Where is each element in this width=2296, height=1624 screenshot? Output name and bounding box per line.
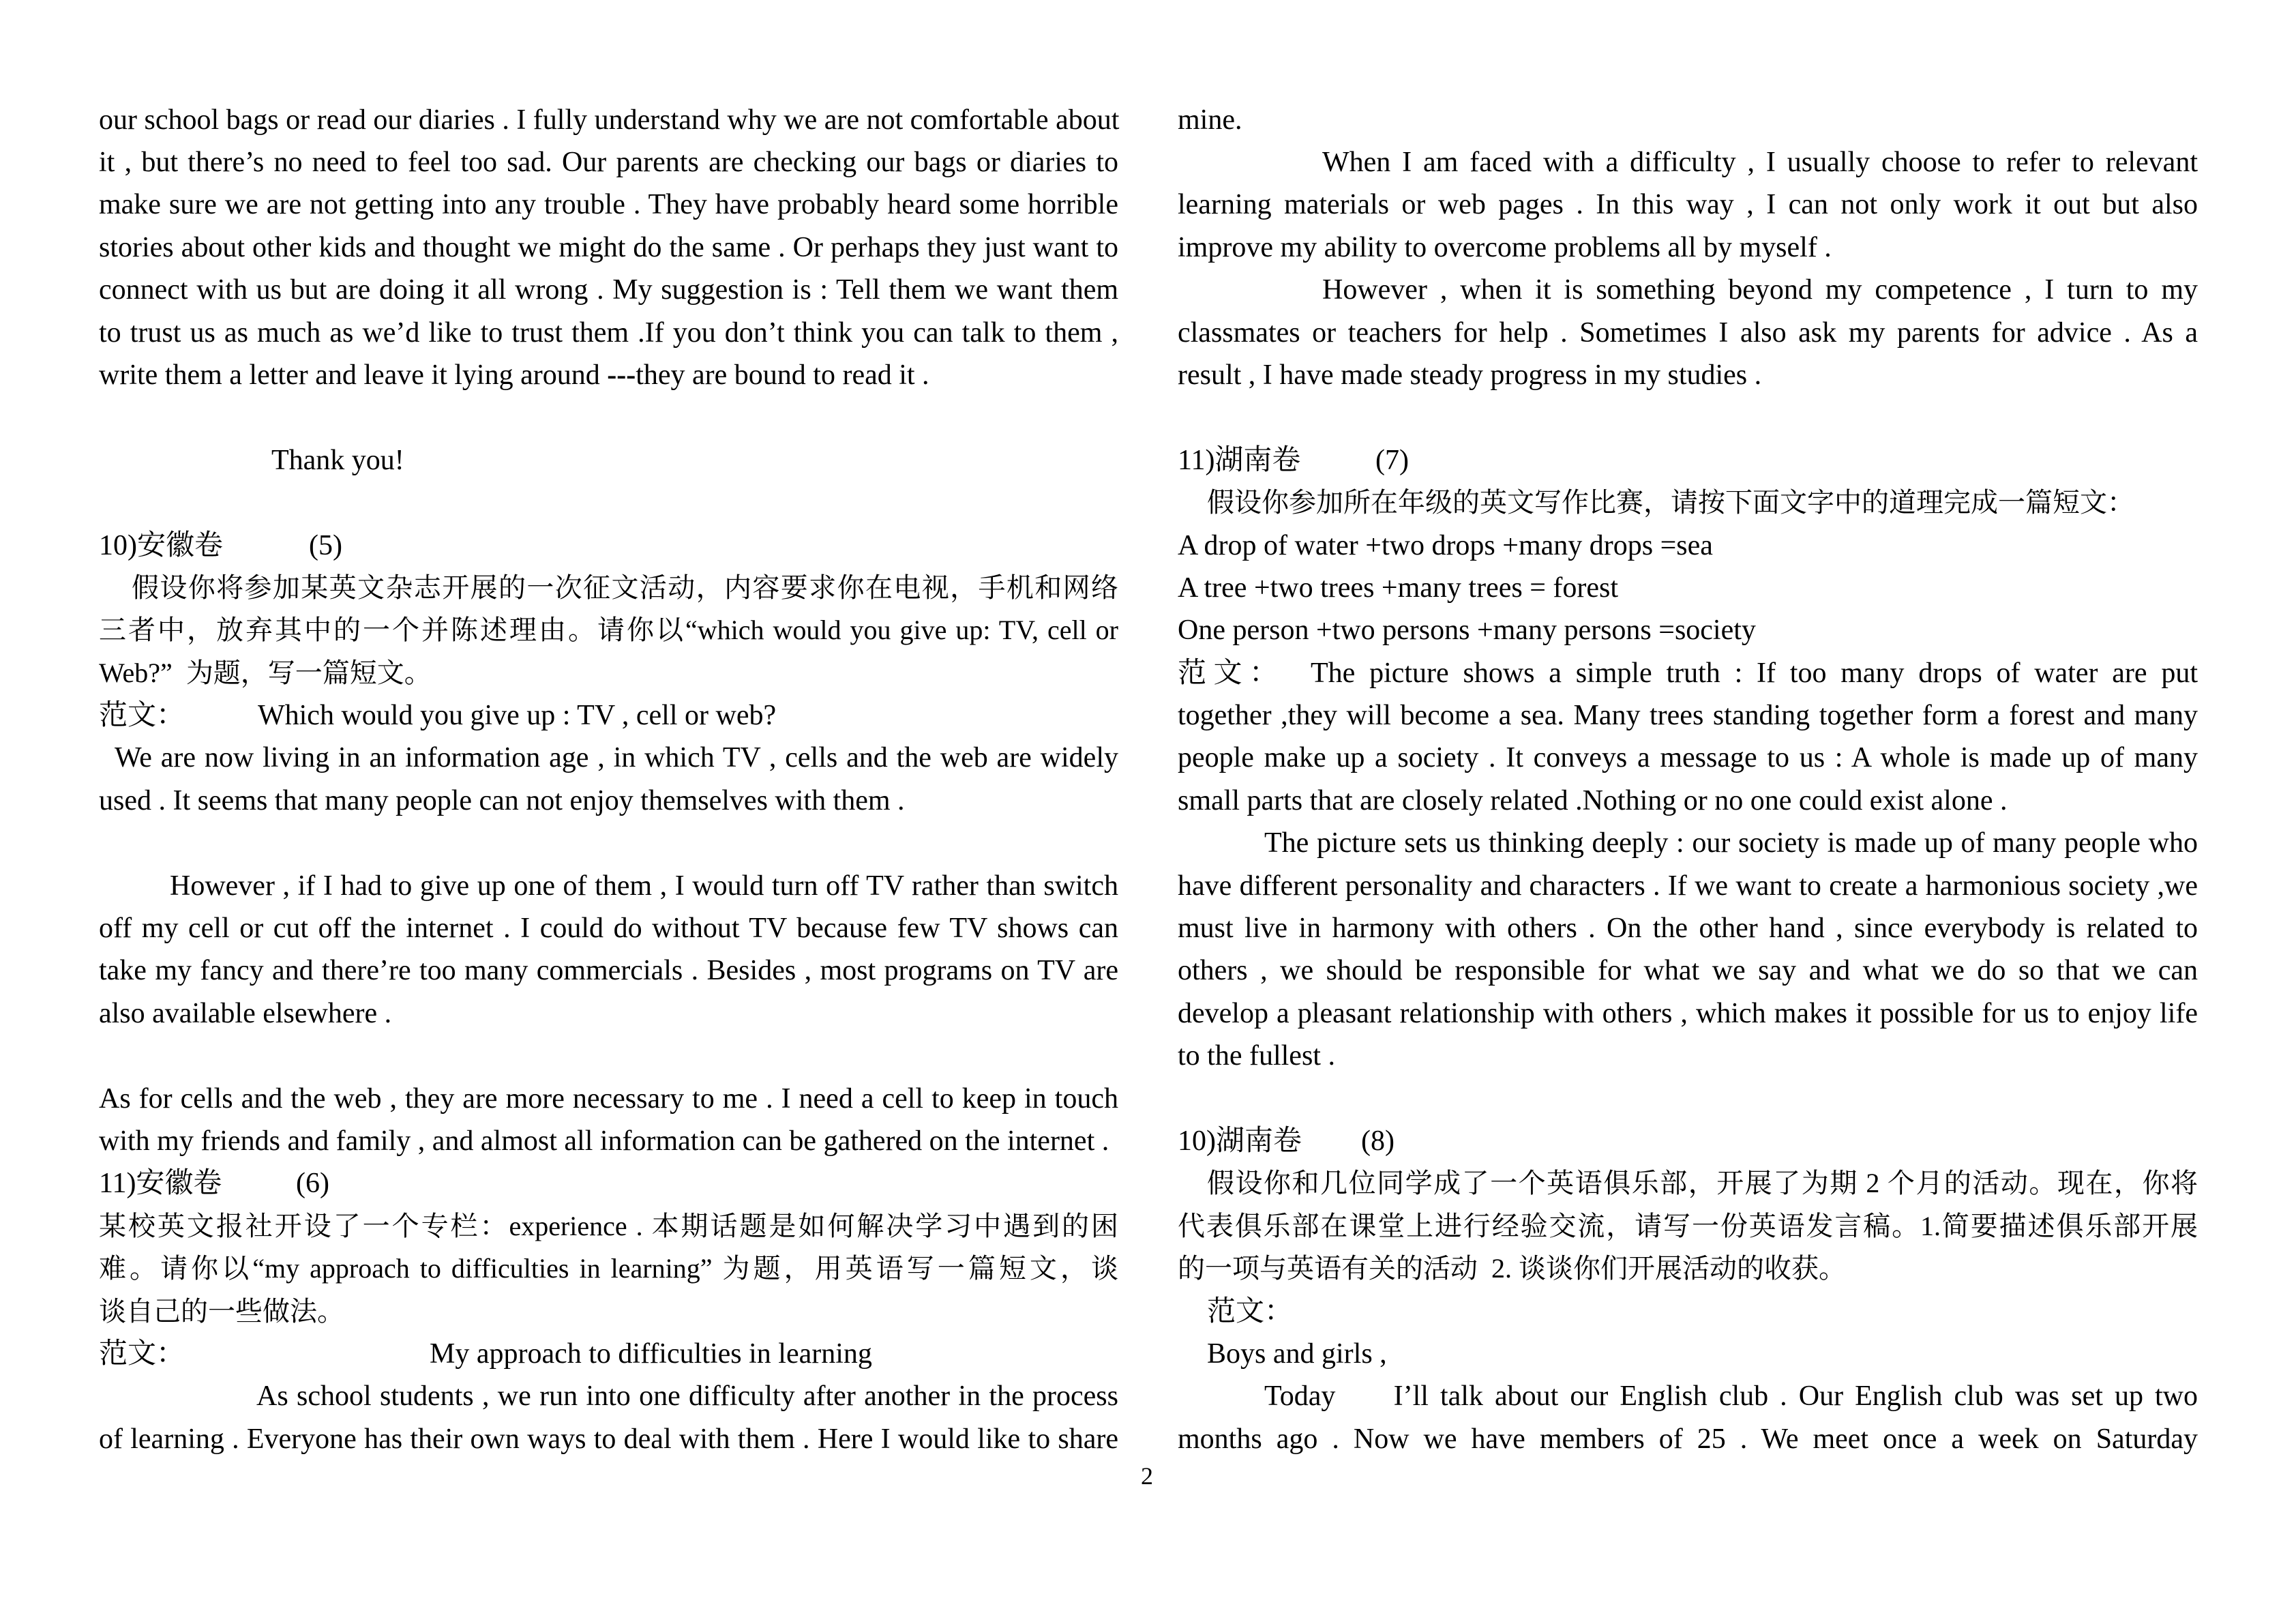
paragraph bbox=[99, 1078, 1118, 1163]
text-line: result , I have made steady progress in my studies . bbox=[1178, 359, 1762, 391]
text-line: also available elsewhere . bbox=[99, 997, 392, 1029]
text-line: Today I’ll talk about our English club . Our English club was set up two bbox=[1264, 1381, 2198, 1413]
section-label: 11)安徽卷 bbox=[99, 1168, 222, 1200]
closing-line: Thank you! bbox=[271, 444, 404, 476]
text-line: used . It seems that many people can not enjoy themselves with them . bbox=[99, 784, 905, 816]
text-line: stories about other kids and thought we might do the same . Or perhaps they just want to bbox=[99, 231, 1118, 263]
section-number: (6) bbox=[296, 1168, 329, 1200]
text-line: We are now living in an information age , in which TV , cells and the web are widely bbox=[115, 742, 1118, 774]
text-line: others , we should be responsible for what we say and what we do so that we can bbox=[1178, 955, 2198, 987]
blank-line bbox=[99, 396, 1118, 439]
bold-dash: --- bbox=[607, 359, 636, 391]
section-hunan-11 bbox=[1178, 439, 2198, 1078]
prompt bbox=[99, 1205, 1118, 1333]
section-heading bbox=[99, 1162, 1118, 1205]
prompt bbox=[1178, 1162, 2198, 1290]
paragraph bbox=[99, 865, 1118, 1035]
text-line: months ago . Now we have members of 25 . We meet once a week on Saturday bbox=[1178, 1423, 2198, 1455]
text-line: However , if I had to give up one of them , I would turn off TV rather than switch bbox=[170, 870, 1118, 902]
paragraph bbox=[1178, 141, 2198, 269]
blank-line bbox=[1178, 396, 2198, 439]
text-line: connect with us but are doing it all wrong . My suggestion is : Tell them we want them bbox=[99, 274, 1118, 306]
section-label: 10)安徽卷 bbox=[99, 529, 223, 561]
text-line: it , but there’s no need to feel too sad. Our parents are checking our bags or diaries to bbox=[99, 146, 1118, 178]
text-line: However , when it is something beyond my competence , I turn to my bbox=[1322, 274, 2198, 306]
text-line: learning materials or web pages . In this way , I can not only work it out but also bbox=[1178, 189, 2198, 221]
text-line: with my friends and family , and almost all information can be gathered on the internet . bbox=[99, 1125, 1109, 1157]
text-line: make sure we are not getting into any trouble . They have probably heard some horrible bbox=[99, 189, 1118, 221]
paragraph bbox=[1178, 652, 2198, 823]
text-line: 三者中，放弃其中的一个并陈述理由。请你以“which would you give up: TV, cell or bbox=[99, 615, 1118, 646]
text-segment: The picture shows a simple truth : If too many drops of water are put bbox=[1311, 657, 2198, 689]
text-line: Web?” 为题，写一篇短文。 bbox=[99, 657, 432, 688]
section-heading bbox=[99, 525, 1118, 567]
text-line: to the fullest . bbox=[1178, 1040, 1335, 1072]
equation-line: One person +two persons +many persons =society bbox=[1178, 615, 1756, 647]
equation-line: A drop of water +two drops +many drops =sea bbox=[1178, 529, 1713, 561]
text-line: As school students , we run into one difficulty after another in the process bbox=[256, 1381, 1118, 1413]
section-number: (7) bbox=[1375, 444, 1409, 476]
text-line: 的一项与英语有关的活动 2. 谈谈你们开展活动的收获。 bbox=[1178, 1253, 1846, 1284]
equations bbox=[1178, 525, 2198, 652]
prompt bbox=[99, 567, 1118, 694]
text-line: improve my ability to overcome problems all by myself . bbox=[1178, 231, 1832, 263]
text-line: take my fancy and there’re too many commercials . Besides , most programs on TV are bbox=[99, 955, 1118, 987]
equation-line: A tree +two trees +many trees = forest bbox=[1178, 572, 1619, 604]
page-number: 2 bbox=[1141, 1462, 1153, 1490]
section-label: 10)湖南卷 bbox=[1178, 1125, 1302, 1157]
text-line: have different personality and characters . If we want to create a harmonious society ,we bbox=[1178, 870, 2198, 902]
prompt-line: 假设你参加所在年级的英文写作比赛，请按下面文字中的道理完成一篇短文： bbox=[1207, 487, 2134, 518]
text-line: develop a pleasant relationship with others , which makes it possible for us to enjoy life bbox=[1178, 997, 2198, 1029]
section-anhui-11 bbox=[99, 1162, 1118, 1460]
section-heading bbox=[1178, 439, 2198, 482]
text-line: The picture sets us thinking deeply : our society is made up of many people who bbox=[1264, 827, 2198, 859]
paragraph bbox=[1178, 1375, 2198, 1460]
sample-title: Which would you give up : TV , cell or web? bbox=[258, 700, 777, 732]
section-number: (8) bbox=[1361, 1125, 1395, 1157]
blank-line bbox=[99, 1035, 1118, 1077]
paragraph bbox=[1178, 822, 2198, 1077]
text-line: to trust us as much as we’d like to trust them .If you don’t think you can talk to them , bbox=[99, 316, 1118, 349]
paragraph bbox=[99, 737, 1118, 822]
section-hunan-10 bbox=[1178, 1120, 2198, 1460]
paragraph bbox=[99, 1375, 1118, 1460]
sample-heading bbox=[99, 694, 1118, 737]
left-column bbox=[99, 99, 1118, 1461]
sample-label: 范文： bbox=[1207, 1295, 1294, 1327]
blank-line bbox=[1178, 1078, 2198, 1120]
text-segment: they are bound to read it . bbox=[636, 359, 929, 391]
right-column bbox=[1178, 99, 2198, 1461]
text-line: When I am faced with a difficulty , I usually choose to refer to relevant bbox=[1322, 146, 2198, 178]
text-line: 谈自己的一些做法。 bbox=[99, 1295, 344, 1327]
sample-label: 范文： bbox=[99, 700, 185, 732]
section-heading bbox=[1178, 1120, 2198, 1162]
sample-title: My approach to difficulties in learning bbox=[430, 1338, 872, 1370]
section-number: (5) bbox=[309, 529, 342, 561]
text-segment: write them a letter and leave it lying around bbox=[99, 359, 608, 391]
text-line: people make up a society . It conveys a message to us : A whole is made up of many bbox=[1178, 742, 2198, 774]
text-line: 难。请你以“my approach to difficulties in learning” 为题，用英语写一篇短文，谈 bbox=[99, 1253, 1118, 1284]
text-line: As for cells and the web , they are more necessary to me . I need a cell to keep in touch bbox=[99, 1082, 1118, 1114]
text-line: 假设你和几位同学成了一个英语俱乐部，开展了为期 2 个月的活动。现在，你将 bbox=[1207, 1168, 2198, 1199]
continuation bbox=[1178, 99, 2198, 397]
section-anhui-10 bbox=[99, 525, 1118, 1163]
text-line: of learning . Everyone has their own ways to deal with them . Here I would like to share bbox=[99, 1423, 1118, 1455]
text-line: classmates or teachers for help . Sometimes I also ask my parents for advice . As a bbox=[1178, 316, 2198, 349]
paragraph bbox=[1178, 269, 2198, 396]
sample-label: 范文： bbox=[99, 1338, 185, 1370]
sample-heading bbox=[99, 1333, 1118, 1375]
text-line: 假设你将参加某英文杂志开展的一次征文活动，内容要求你在电视，手机和网络 bbox=[132, 572, 1118, 603]
blank-line bbox=[99, 482, 1118, 524]
text-line: off my cell or cut off the internet . I could do without TV because few TV shows can bbox=[99, 913, 1118, 945]
salutation: Boys and girls , bbox=[1207, 1338, 1387, 1370]
section-label: 11)湖南卷 bbox=[1178, 444, 1301, 476]
text-line: 代表俱乐部在课堂上进行经验交流，请写一份英语发言稿。1.简要描述俱乐部开展 bbox=[1178, 1210, 2198, 1241]
text-line bbox=[1178, 652, 2198, 694]
text-line: together ,they will become a sea. Many trees standing together form a forest and many bbox=[1178, 700, 2198, 732]
text-line: mine. bbox=[1178, 104, 1242, 136]
sample-label: 范 文 ： bbox=[1178, 657, 1279, 689]
text-line: 某校英文报社开设了一个专栏：experience . 本期话题是如何解决学习中遇到的困 bbox=[99, 1210, 1118, 1241]
text-line: our school bags or read our diaries . I fully understand why we are not comfortable about bbox=[99, 104, 1120, 136]
continuation-paragraph bbox=[99, 99, 1118, 397]
text-line: small parts that are closely related .Nothing or no one could exist alone . bbox=[1178, 784, 2008, 816]
blank-line bbox=[99, 822, 1118, 864]
text-line bbox=[99, 354, 1118, 396]
text-line: must live in harmony with others . On the other hand , since everybody is related to bbox=[1178, 913, 2198, 945]
